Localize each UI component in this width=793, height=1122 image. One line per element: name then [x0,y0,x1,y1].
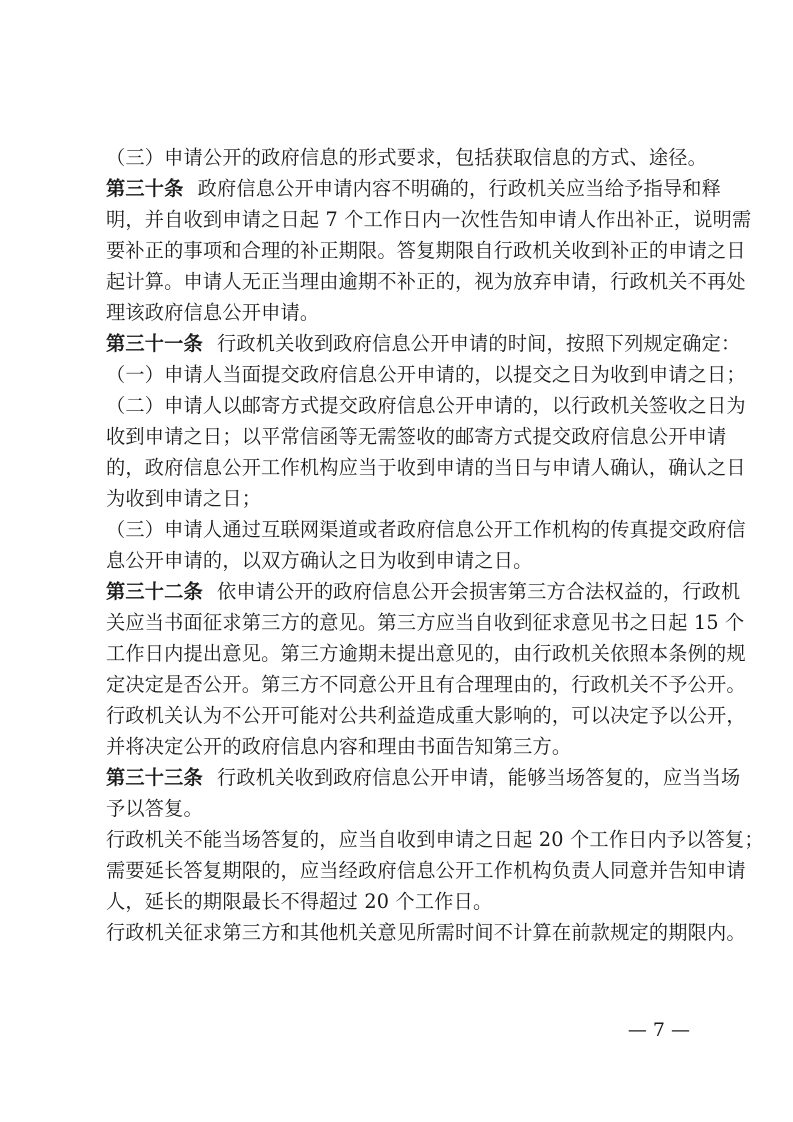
line-text: （三）申请公开的政府信息的形式要求，包括获取信息的方式、途径。 [106,146,708,169]
line-text: 关应当书面征求第三方的意见。第三方应当自收到征求意见书之日起 15 个 [106,611,745,634]
article-number: 第三十三条 [106,766,203,789]
text-line [106,639,746,669]
text-line [106,794,706,824]
text-line [106,484,706,514]
article-line [106,329,741,359]
line-text: 为收到申请之日； [106,487,262,510]
text-line [106,391,746,421]
line-text: 要补正的事项和合理的补正期限。答复期限自行政机关收到补正的申请之日 [106,239,746,262]
text-line [106,360,746,390]
article-number: 第三十条 [106,177,184,200]
line-text: 工作日内提出意见。第三方逾期未提出意见的，由行政机关依照本条例的规 [106,642,746,665]
text-line [106,856,746,886]
line-text: 人，延长的期限最长不得超过 20 个工作日。 [106,890,493,913]
article-number: 第三十一条 [106,332,203,355]
line-text: 需要延长答复期限的，应当经政府信息公开工作机构负责人同意并告知申请 [106,859,746,882]
article-line [106,577,741,607]
line-text: 息公开申请的，以双方确认之日为收到申请之日。 [106,549,533,572]
text-line [106,732,706,762]
line-text: 行政机关收到政府信息公开申请，能够当场答复的，应当当场 [216,766,741,789]
text-line [106,515,746,545]
text-line [106,670,746,700]
text-line [106,546,706,576]
line-text: 起计算。申请人无正当理由逾期不补正的，视为放弃申请，行政机关不再处 [106,270,746,293]
text-line [106,453,746,483]
line-text: 予以答复。 [106,797,203,820]
line-text: （二）申请人以邮寄方式提交政府信息公开申请的，以行政机关签收之日为 [106,394,746,417]
text-line [106,918,746,948]
line-text: 的，政府信息公开工作机构应当于收到申请的当日与申请人确认，确认之日 [106,456,746,479]
text-line [106,267,746,297]
text-line [106,422,727,452]
line-text: 行政机关不能当场答复的，应当自收到申请之日起 20 个工作日内予以答复； [106,828,764,851]
text-line [106,887,706,917]
line-text: 理该政府信息公开申请。 [106,301,320,324]
text-line [106,236,746,266]
line-text: 行政机关收到政府信息公开申请的时间，按照下列规定确定： [216,332,741,355]
line-text: 明，并自收到申请之日起 7 个工作日内一次性告知申请人作出补正，说明需 [106,208,752,231]
text-line [106,143,706,173]
article-line [106,763,741,793]
line-text: 依申请公开的政府信息公开会损害第三方合法权益的，行政机 [216,580,741,603]
line-text: 政府信息公开申请内容不明确的，行政机关应当给予指导和释 [197,177,722,200]
text-line [106,701,746,731]
article-number: 第三十二条 [106,580,203,603]
text-line [106,608,745,638]
line-text: 行政机关征求第三方和其他机关意见所需时间不计算在前款规定的期限内。 [106,921,746,944]
text-line [106,825,764,855]
line-text: （三）申请人通过互联网渠道或者政府信息公开工作机构的传真提交政府信 [106,518,746,541]
line-text: 行政机关认为不公开可能对公共利益造成重大影响的，可以决定予以公开， [106,704,746,727]
page-number: — 7 — [627,1019,690,1041]
text-line [106,205,752,235]
line-text: 定决定是否公开。第三方不同意公开且有合理理由的，行政机关不予公开。 [106,673,746,696]
line-text: 并将决定公开的政府信息内容和理由书面告知第三方。 [106,735,572,758]
text-line [106,298,706,328]
article-line [106,174,722,204]
line-text: （一）申请人当面提交政府信息公开申请的，以提交之日为收到申请之日； [106,363,746,386]
line-text: 收到申请之日；以平常信函等无需签收的邮寄方式提交政府信息公开申请 [106,425,727,448]
